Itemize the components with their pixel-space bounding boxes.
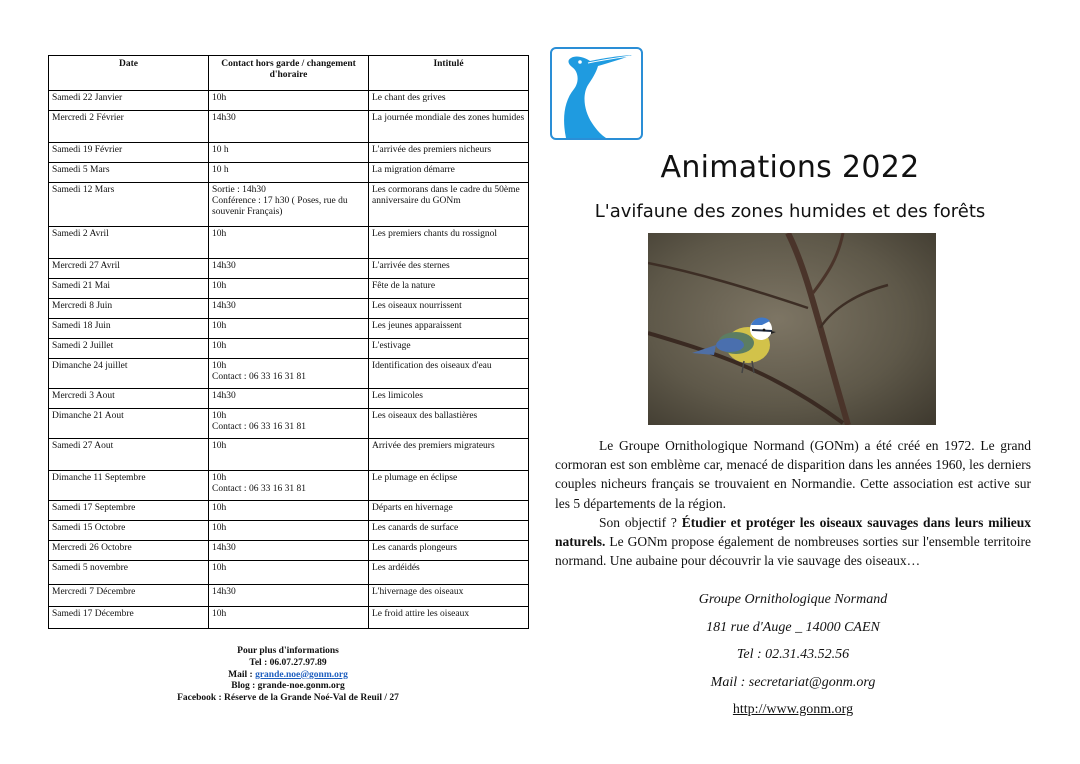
row-date: Samedi 27 Aout [49,439,209,471]
schedule-header-row [49,56,529,91]
row-date: Mercredi 2 Février [49,111,209,143]
table-row [49,561,529,585]
table-row [49,183,529,227]
row-contact-line: Contact : 06 33 16 31 81 [212,371,306,382]
row-title-line: L'arrivée des sternes [372,261,450,271]
row-date: Samedi 21 Mai [49,279,209,299]
contact-address: 181 rue d'Auge _ 14000 CAEN [706,619,880,635]
row-title-line: Les oiseaux des ballastières [372,411,478,421]
row-contact-line: 10 h [212,165,229,175]
contact-org: Groupe Ornithologique Normand [698,592,888,607]
row-contact-line: 10h [212,341,227,351]
table-row [49,521,529,541]
row-title [369,143,529,163]
row-contact-line: 10h [212,503,227,513]
table-row [49,227,529,259]
row-date: Samedi 18 Juin [49,319,209,339]
about-objective-bold: Étudier et protéger les oiseaux sauvages dans leurs milieux naturels. [555,514,1032,550]
row-contact [209,561,369,585]
row-title-line: Les ardéidés [372,563,420,573]
row-contact [209,143,369,163]
row-title [369,541,529,561]
row-contact-line: 10h [212,411,227,421]
row-title-line: Les oiseaux nourrissent [372,301,462,311]
row-contact [209,259,369,279]
row-contact-line: 10h [212,523,227,533]
contact-tel: Tel : 02.31.43.52.56 [736,647,850,662]
row-contact-line: Contact : 06 33 16 31 81 [212,421,306,432]
table-row [49,389,529,409]
info-mail-label: Mail : [228,669,256,680]
row-date: Samedi 17 Décembre [49,607,209,629]
info-mail-line [48,670,528,682]
contact-block [555,590,1031,728]
row-title-line: Arrivée des premiers migrateurs [372,441,495,451]
row-contact [209,607,369,629]
table-row [49,143,529,163]
row-title-line: La journée mondiale des zones humides [372,113,525,123]
row-contact [209,501,369,521]
info-mail-link[interactable]: grande.noe@gonm.org [255,669,348,680]
about-paragraph-2 [555,513,1031,571]
row-contact-line: Sortie : 14h30 [212,185,266,195]
info-heading: Pour plus d'informations [237,646,339,656]
row-contact-line: 14h30 [212,543,236,553]
row-title-line: Les jeunes apparaissent [372,321,462,331]
row-date: Samedi 17 Septembre [49,501,209,521]
row-title [369,389,529,409]
row-title-line: Les limicoles [372,391,423,401]
blue-tit-illustration [648,233,936,425]
row-contact-line: 14h30 [212,261,236,271]
table-row [49,359,529,389]
row-date: Mercredi 8 Juin [49,299,209,319]
row-contact-line: 14h30 [212,301,236,311]
row-title-line: Les canards plongeurs [372,543,457,553]
schedule-section [48,55,528,629]
row-contact-line: Conférence : 17 h30 ( Poses, rue du souvenir Français) [212,195,348,217]
row-contact-line: 10h [212,281,227,291]
row-title [369,299,529,319]
table-row [49,339,529,359]
row-title-line: Départs en hivernage [372,503,453,513]
row-contact [209,319,369,339]
contact-website-link[interactable]: http://www.gonm.org [732,702,854,717]
row-title [369,585,529,607]
row-contact-line: 10h [212,473,227,483]
row-contact-line: 14h30 [212,391,236,401]
row-title [369,409,529,439]
row-date: Mercredi 7 Décembre [49,585,209,607]
row-date: Dimanche 11 Septembre [49,471,209,501]
row-contact [209,471,369,501]
row-title [369,521,529,541]
row-date: Samedi 2 Avril [49,227,209,259]
row-contact-line: 10h [212,229,227,239]
row-date: Samedi 5 novembre [49,561,209,585]
row-contact [209,389,369,409]
cormorant-logo-graphic [552,49,641,138]
row-title [369,607,529,629]
row-date: Dimanche 21 Aout [49,409,209,439]
row-contact-line: 10h [212,93,227,103]
row-date: Dimanche 24 juillet [49,359,209,389]
table-row [49,111,529,143]
row-date: Samedi 15 Octobre [49,521,209,541]
row-contact [209,227,369,259]
blue-tit-photo [648,233,936,425]
about-objective-intro: Son objectif ? [599,514,682,530]
row-date: Samedi 19 Février [49,143,209,163]
table-row [49,541,529,561]
row-title [369,501,529,521]
row-title-line: Identification des oiseaux d'eau [372,361,492,371]
row-contact [209,91,369,111]
info-tel: Tel : 06.07.27.97.89 [249,657,327,668]
cormorant-logo-icon [550,47,643,140]
info-blog: Blog : grande-noe.gonm.org [231,681,345,692]
table-row [49,501,529,521]
table-row [49,607,529,629]
about-section [555,436,1031,570]
table-row [49,91,529,111]
row-title-line: Le froid attire les oiseaux [372,609,470,619]
row-title [369,339,529,359]
table-row [49,259,529,279]
row-contact-line: 14h30 [212,113,236,123]
row-title-line: Les cormorans dans le cadre du 50ème anniversaire du GONm [372,185,520,206]
row-date: Mercredi 3 Aout [49,389,209,409]
row-date: Samedi 2 Juillet [49,339,209,359]
row-contact [209,585,369,607]
table-row [49,299,529,319]
row-title [369,561,529,585]
about-paragraph-1: Le Groupe Ornithologique Normand (GONm) a été créé en 1972. Le grand cormoran est son emblème car, menacé de disparition dans les années 1960, les derniers couples nicheurs français se trouvaient en Normandie. Cette association est active sur les 5 départements de la région. [555,438,1031,511]
row-date: Samedi 5 Mars [49,163,209,183]
contact-mail: Mail : secretariat@gonm.org [710,674,876,690]
row-title-line: L'arrivée des premiers nicheurs [372,145,492,155]
row-title-line: Fête de la nature [372,281,436,291]
row-contact-line: 10h [212,563,227,573]
row-contact [209,163,369,183]
row-title [369,227,529,259]
row-date: Samedi 12 Mars [49,183,209,227]
page-title: Animations 2022 [660,150,920,185]
row-title [369,439,529,471]
row-title [369,259,529,279]
table-row [49,279,529,299]
row-title [369,319,529,339]
row-title [369,183,529,227]
row-contact [209,541,369,561]
row-contact [209,279,369,299]
row-contact-line: 10h [212,321,227,331]
schedule-table [48,55,529,629]
row-title [369,359,529,389]
row-contact [209,339,369,359]
row-title-line: La migration démarre [372,165,455,175]
row-title-line: Le chant des grives [372,93,446,103]
table-row [49,409,529,439]
row-contact [209,439,369,471]
info-block [48,646,528,705]
row-contact-line: Contact : 06 33 16 31 81 [212,483,306,494]
schedule-body [49,91,529,629]
about-objective-rest: Le GONm propose également de nombreuses sorties sur l'ensemble territoire normand. Une aubaine pour découvrir la vie sauvage des oiseaux… [555,534,1031,569]
row-title [369,91,529,111]
table-row [49,439,529,471]
page-subtitle: L'avifaune des zones humides et des forêts [594,201,986,222]
row-title [369,163,529,183]
table-row [49,585,529,607]
row-title-line: Les premiers chants du rossignol [372,229,498,239]
row-date: Mercredi 26 Octobre [49,541,209,561]
row-contact [209,111,369,143]
row-title [369,471,529,501]
header-date: Date [49,56,209,91]
row-contact [209,183,369,227]
row-contact [209,299,369,319]
row-contact [209,521,369,541]
info-facebook: Facebook : Réserve de la Grande Noé-Val de Reuil / 27 [177,693,399,704]
table-row [49,163,529,183]
row-date: Samedi 22 Janvier [49,91,209,111]
row-title [369,111,529,143]
header-title: Intitulé [369,56,529,91]
row-contact-line: 10h [212,441,227,451]
row-date: Mercredi 27 Avril [49,259,209,279]
row-title-line: Les canards de surface [372,523,459,533]
row-contact-line: 10h [212,361,227,371]
table-row [49,471,529,501]
row-contact-line: 10 h [212,145,229,155]
table-row [49,319,529,339]
row-contact-line: 10h [212,609,227,619]
row-title-line: L'hivernage des oiseaux [372,587,464,597]
row-contact [209,359,369,389]
row-contact-line: 14h30 [212,587,236,597]
row-title-line: L'estivage [372,341,411,351]
header-contact: Contact hors garde / changement d'horaire [209,56,369,91]
row-contact [209,409,369,439]
row-title [369,279,529,299]
row-title-line: Le plumage en éclipse [372,473,458,483]
